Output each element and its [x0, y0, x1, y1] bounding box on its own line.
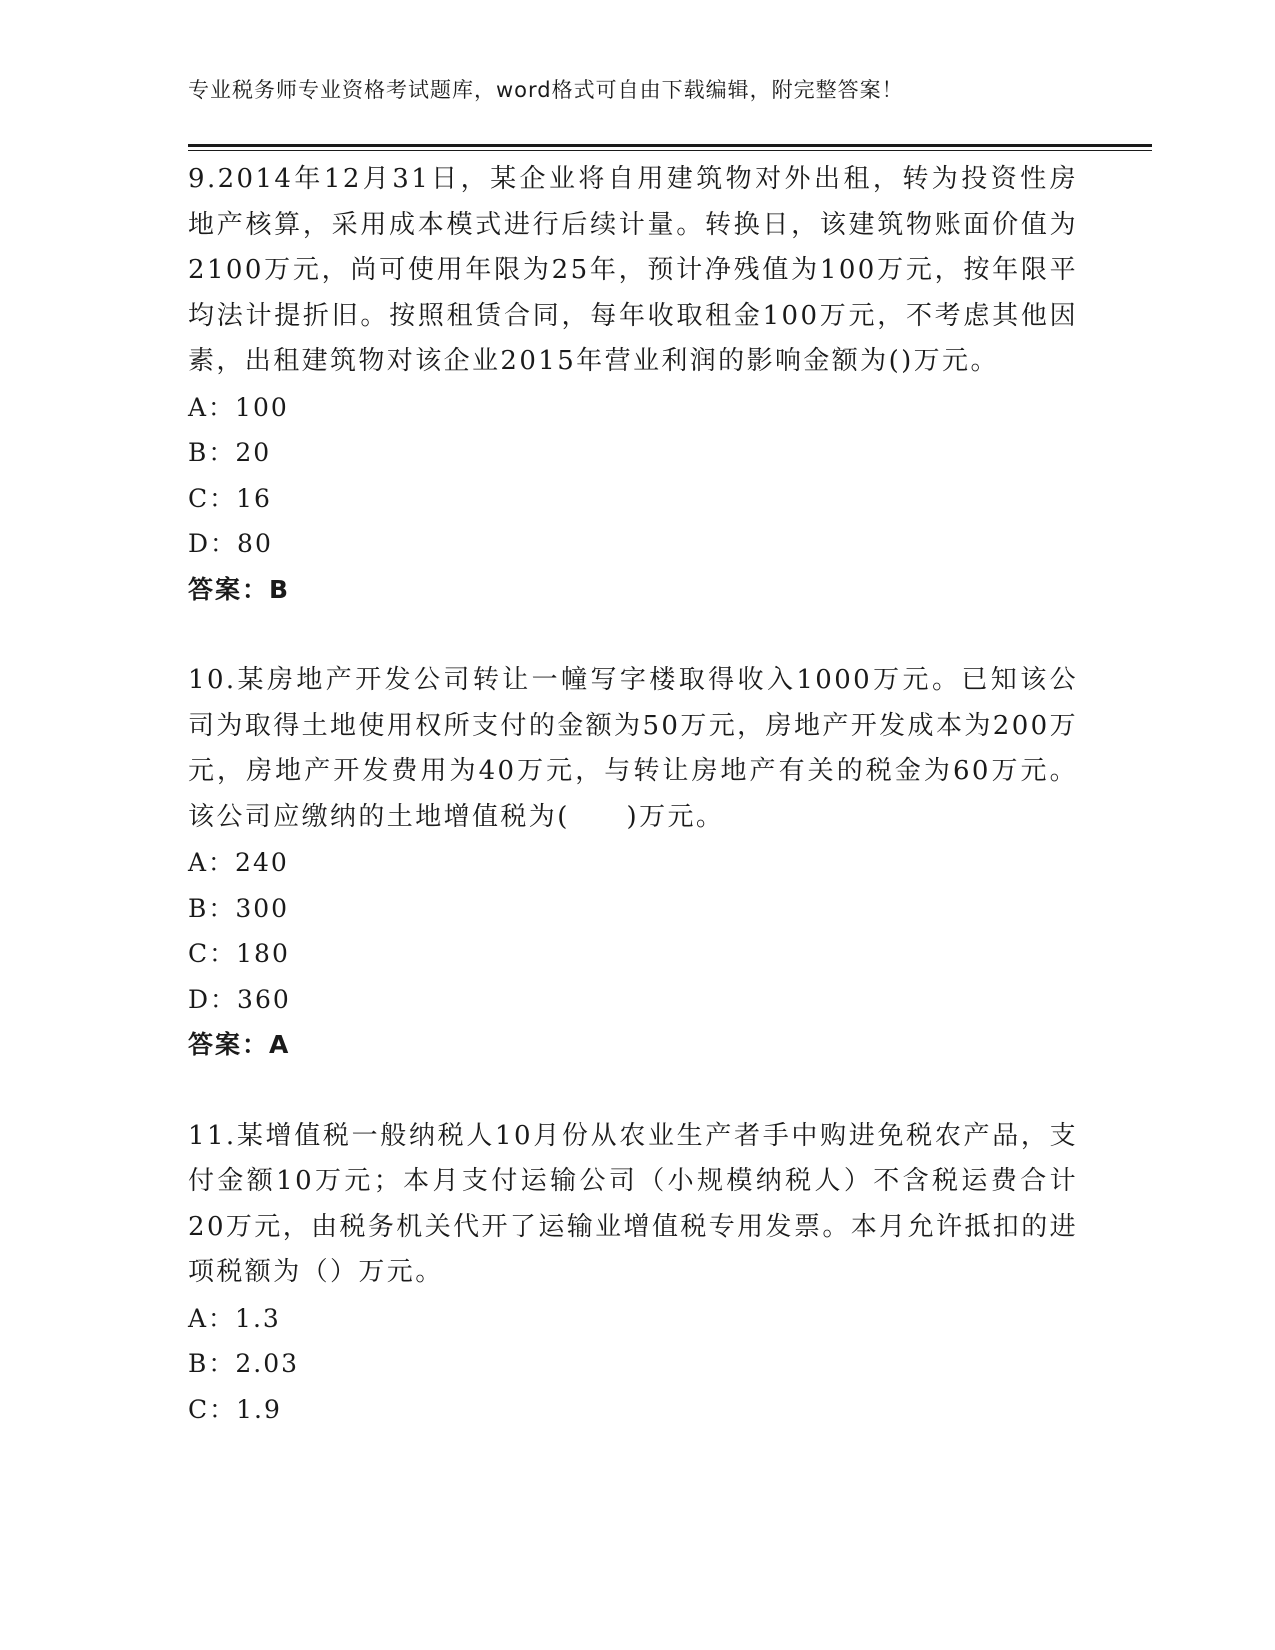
question-stem: 11.某增值税一般纳税人10月份从农业生产者手中购进免税农产品，支付金额10万元；本月支付运输公司（小规模纳税人）不含税运费合计20万元，由税务机关代开了运输业增值税专用发票。本月允许抵扣的进项税额为（）万元。 [188, 1120, 1078, 1287]
question-stem: 10.某房地产开发公司转让一幢写字楼取得收入1000万元。已知该公司为取得土地使用权所支付的金额为50万元，房地产开发成本为200万元，房地产开发费用为40万元，与转让房地产有关的税金为60万元。该公司应缴纳的土地增值税为( )万元。 [188, 665, 1078, 832]
option-c: C：16 [188, 483, 272, 513]
option-d: D：80 [188, 529, 273, 558]
option-a: A：100 [188, 392, 289, 422]
question-10 [188, 658, 1078, 1068]
option-b: B：2.03 [188, 1349, 300, 1378]
option-c: C：1.9 [188, 1394, 282, 1424]
page-header: 专业税务师专业资格考试题库，word格式可自由下载编辑，附完整答案！ [188, 78, 904, 102]
question-list [188, 157, 1078, 1432]
header-divider-thin [188, 150, 1152, 151]
question-spacer [188, 612, 1078, 658]
question-spacer [188, 1068, 1078, 1114]
option-b: B：20 [188, 438, 272, 467]
option-a: A：1.3 [188, 1303, 281, 1333]
answer-line: 答案：A [188, 1030, 291, 1059]
option-a: A：240 [188, 848, 289, 877]
question-9 [188, 157, 1078, 612]
header-divider-thick [188, 144, 1152, 147]
option-d: D：360 [188, 984, 291, 1014]
option-b: B：300 [188, 893, 290, 923]
question-11 [188, 1114, 1078, 1433]
option-c: C：180 [188, 939, 290, 968]
answer-line: 答案：B [188, 574, 291, 604]
question-stem: 9.2014年12月31日，某企业将自用建筑物对外出租，转为投资性房地产核算，采用成本模式进行后续计量。转换日，该建筑物账面价值为2100万元，尚可使用年限为25年，预计净残值为100万元，按年限平均法计提折旧。按照租赁合同，每年收取租金100万元，不考虑其他因素，出租建筑物对该企业2015年营业利润的影响金额为()万元。 [188, 164, 1078, 376]
